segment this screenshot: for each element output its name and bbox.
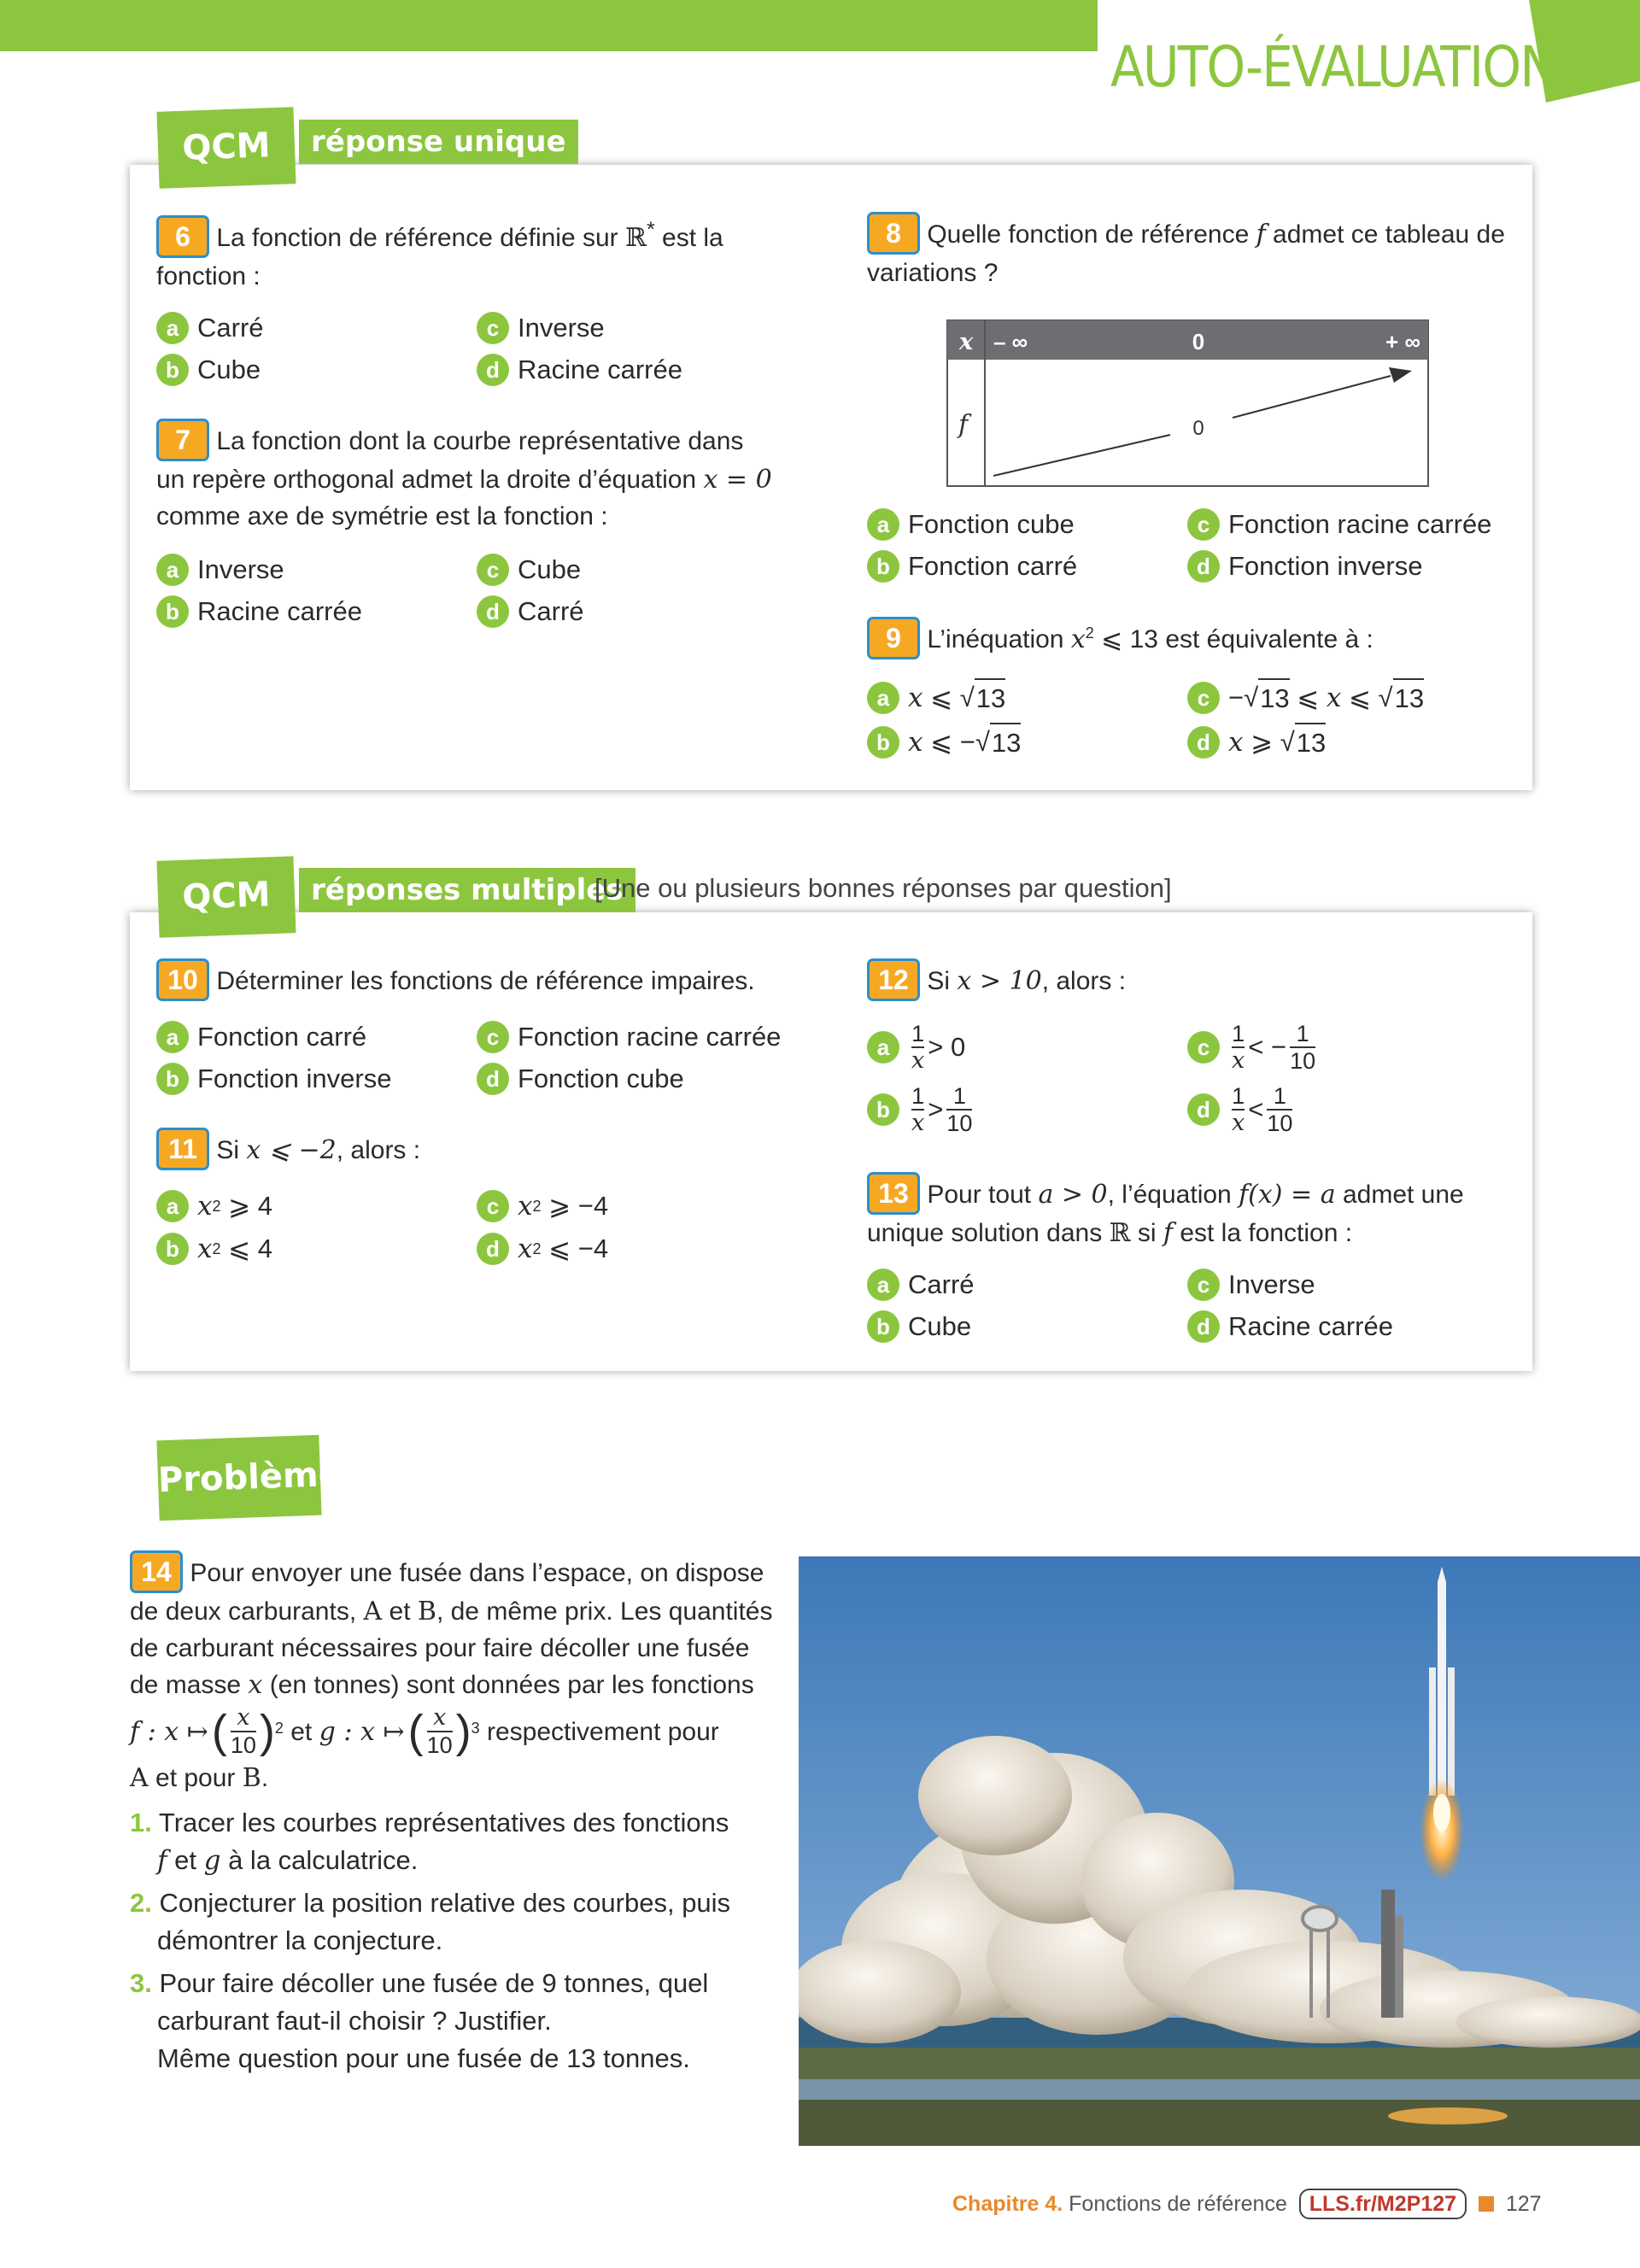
q6-option-c[interactable]: c Inverse — [477, 309, 605, 347]
q7-option-c[interactable]: c Cube — [477, 551, 581, 589]
question-number: 10 — [156, 958, 209, 1001]
question-12: 12 Si x > 10, alors : — [867, 958, 1516, 1001]
q7-option-d[interactable]: d Carré — [477, 593, 584, 630]
table-f-value: 0 — [1192, 417, 1204, 440]
q12-option-c[interactable]: c $\frac{1}{x}$ < − $\frac{1}{10}$ — [1187, 1021, 1319, 1074]
table-f-label: f — [958, 410, 969, 440]
question-14: 14 Pour envoyer une fusée dans l’espace, on dispose de deux carburants, A et B, de même prix. Les quantités de carburant nécessaires pour faire décoller une fusée de masse x (en tonnes) sont données par les fonctions f : x ↦ ( $\frac{x}{10}$ ) 2 et g : x ↦ ( $\frac{x}{10}$ ) 3 respectivement pour A et pour B. — [130, 1550, 779, 1796]
q8-option-b[interactable]: b Fonction carré — [867, 548, 1077, 585]
q6-option-d[interactable]: d Racine carrée — [477, 351, 682, 389]
qcm-tab: QCM — [156, 856, 296, 938]
fraction: $\frac{1}{10}$ — [946, 1083, 973, 1136]
question-number: 13 — [867, 1172, 920, 1215]
question-number: 9 — [867, 617, 920, 659]
q8-option-d[interactable]: d Fonction inverse — [1187, 548, 1422, 585]
q13-option-a[interactable]: a Carré — [867, 1266, 975, 1304]
subquestion-2: 2. Conjecturer la position relative des courbes, puis démontrer la conjecture. — [130, 1888, 731, 1955]
question-11: 11 Si x ⩽ −2, alors : — [156, 1128, 823, 1170]
q13-option-b[interactable]: b Cube — [867, 1308, 971, 1345]
qcm-subtitle: réponse unique — [299, 120, 578, 164]
q6-option-b[interactable]: b Cube — [156, 351, 261, 389]
table-zero: 0 — [1192, 329, 1205, 355]
q12-option-a[interactable]: a $\frac{1}{x}$ > 0 — [867, 1021, 965, 1074]
top-bar — [0, 0, 1098, 51]
fraction: $\frac{x}{10}$ — [230, 1704, 256, 1758]
fraction: $\frac{1}{10}$ — [1267, 1083, 1293, 1136]
fraction: $\frac{1}{x}$ — [911, 1083, 925, 1136]
q8-option-a[interactable]: a Fonction cube — [867, 506, 1075, 543]
fraction: $\frac{1}{x}$ — [1232, 1083, 1245, 1136]
rocket-launch-photo — [799, 1556, 1640, 2146]
q11-option-d[interactable]: d x 2 ⩽ −4 — [477, 1230, 608, 1268]
subquestion-3: 3. Pour faire décoller une fusée de 9 tonnes, quel carburant faut-il choisir ? Justifier. Même question pour une fusée de 13 tonnes. — [130, 1968, 709, 2073]
qcm-subtitle: réponses multiples — [299, 868, 636, 912]
qcm-note: [Une ou plusieurs bonnes réponses par question] — [594, 873, 1172, 903]
variation-table — [946, 319, 1429, 487]
q13-option-d[interactable]: d Racine carrée — [1187, 1308, 1393, 1345]
question-8: 8 Quelle fonction de référence f admet ce tableau de variations ? — [867, 212, 1516, 291]
qcm-tab: QCM — [156, 107, 296, 189]
q7-option-b[interactable]: b Racine carrée — [156, 593, 362, 630]
q11-option-a[interactable]: a x 2 ⩾ 4 — [156, 1187, 272, 1225]
question-6: 6 La fonction de référence définie sur ℝ* est la fonction : — [156, 212, 805, 295]
q7-option-a[interactable]: a Inverse — [156, 551, 284, 589]
footer-square-icon — [1479, 2196, 1494, 2212]
fraction: $\frac{1}{x}$ — [911, 1021, 925, 1074]
question-13: 13 Pour tout a > 0, l’équation f(x) = a admet une unique solution dans ℝ si f est la fonction : — [867, 1172, 1525, 1251]
table-x-label: x — [959, 329, 974, 355]
q9-option-b[interactable]: b x ⩽ − √ 13 — [867, 723, 1021, 762]
page-title: AUTO-ÉVALUATION — [1110, 34, 1556, 100]
question-7: 7 La fonction dont la courbe représentative dans un repère orthogonal admet la droite d’équation x = 0 comme axe de symétrie est la fonction : — [156, 419, 823, 535]
footer-chapter: Chapitre 4. — [952, 2191, 1063, 2216]
q11-option-b[interactable]: b x 2 ⩽ 4 — [156, 1230, 272, 1268]
question-number: 14 — [130, 1550, 183, 1593]
q9-option-d[interactable]: d x ⩾ √ 13 — [1187, 723, 1326, 762]
fraction: $\frac{1}{10}$ — [1290, 1021, 1316, 1074]
table-minus-inf: – ∞ — [993, 329, 1028, 355]
question-9: 9 L’inéquation $x^2$ ⩽ 13 est équivalente à : — [867, 615, 1516, 659]
footer-chapter-title: Fonctions de référence — [1069, 2191, 1287, 2216]
problem-tab: Problème — [156, 1435, 321, 1521]
q10-option-d[interactable]: d Fonction cube — [477, 1060, 684, 1098]
fraction: $\frac{1}{x}$ — [1232, 1021, 1245, 1074]
q10-option-b[interactable]: b Fonction inverse — [156, 1060, 391, 1098]
table-plus-inf: + ∞ — [1385, 329, 1420, 355]
question-number: 7 — [156, 419, 209, 461]
question-10: 10 Déterminer les fonctions de référence impaires. — [156, 958, 823, 1001]
q13-option-c[interactable]: c Inverse — [1187, 1266, 1315, 1304]
q9-option-c[interactable]: c − √ 13 ⩽ x ⩽ √ 13 — [1187, 678, 1424, 718]
page-number: 127 — [1505, 2191, 1542, 2216]
q12-option-d[interactable]: d $\frac{1}{x}$ < $\frac{1}{10}$ — [1187, 1083, 1296, 1136]
subquestion-1: 1. Tracer les courbes représentatives des fonctions f et g à la calculatrice. — [130, 1808, 729, 1876]
q11-option-c[interactable]: c x 2 ⩾ −4 — [477, 1187, 608, 1225]
question-number: 8 — [867, 212, 920, 255]
question-number: 12 — [867, 958, 920, 1001]
fraction: $\frac{x}{10}$ — [426, 1704, 453, 1758]
footer — [952, 2189, 1542, 2219]
q14-subquestions — [130, 1804, 779, 2078]
question-number: 11 — [156, 1128, 209, 1170]
function-definitions: f : x ↦ ( $\frac{x}{10}$ ) 2 et g : x ↦ ( $\frac{x}{10}$ ) 3 respectivement pour — [130, 1704, 719, 1758]
question-number: 6 — [156, 215, 209, 258]
q6-option-a[interactable]: a Carré — [156, 309, 264, 347]
q12-option-b[interactable]: b $\frac{1}{x}$ > $\frac{1}{10}$ — [867, 1083, 975, 1136]
footer-link[interactable]: LLS.fr/M2P127 — [1299, 2189, 1467, 2219]
q8-option-c[interactable]: c Fonction racine carrée — [1187, 506, 1491, 543]
q10-option-c[interactable]: c Fonction racine carrée — [477, 1018, 781, 1056]
q10-option-a[interactable]: a Fonction carré — [156, 1018, 366, 1056]
q9-option-a[interactable]: a x ⩽ √ 13 — [867, 678, 1005, 718]
